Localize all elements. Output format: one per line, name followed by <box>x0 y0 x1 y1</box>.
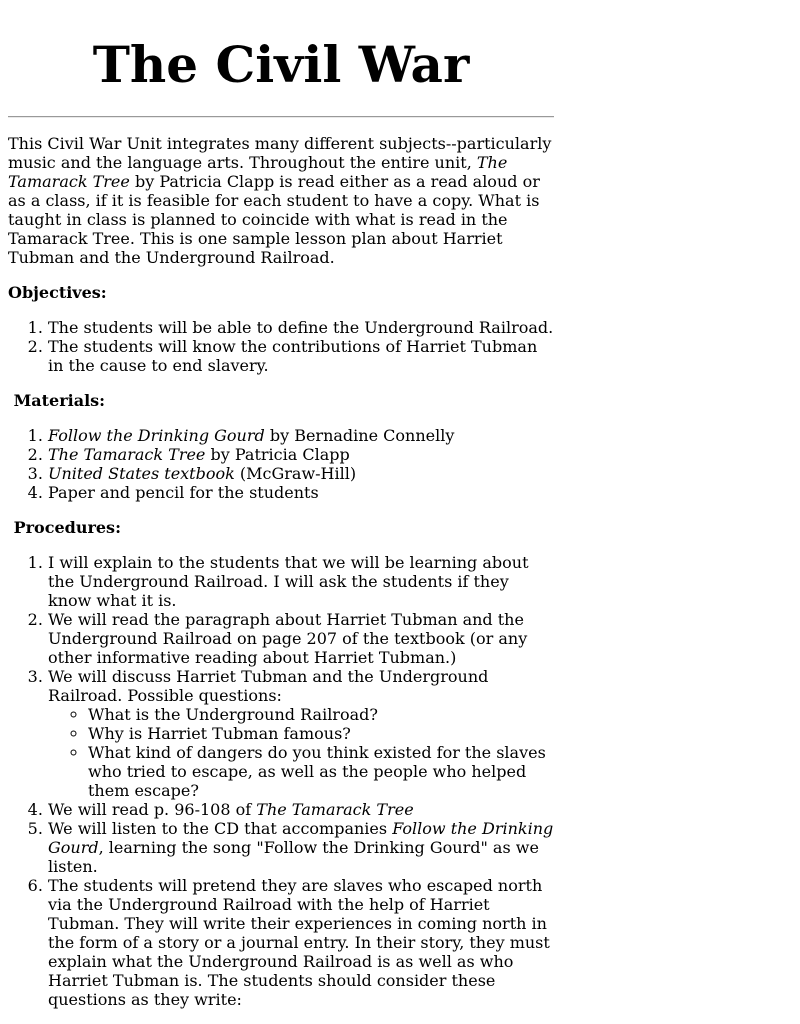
materials-heading: Materials: <box>8 391 106 410</box>
list-item: 3. United States textbook (McGraw-Hill) <box>48 464 554 483</box>
list-item: 1. I will explain to the students that we will be learning about the Underground Railroad. I will ask the students if they know what it is. <box>48 553 554 610</box>
list-item <box>48 667 554 800</box>
page-title: The Civil War <box>92 35 470 94</box>
objectives-list <box>8 318 554 375</box>
list-item: 6. The students will pretend they are slaves who escaped north via the Underground Railroad with the help of Harriet Tubman. They will write their experiences in coming north in the form of a story or a journal entry. In their story, they must explain what the Underground Railroad is as well as who Harriet Tubman is. The students should consider these questions as they write: <box>48 876 554 1009</box>
list-item: ◦ Why is Harriet Tubman famous? <box>88 724 554 743</box>
list-item: 5. We will listen to the CD that accompanies Follow the Drinking Gourd, learning the song "Follow the Drinking Gourd" as we listen. <box>48 819 554 876</box>
list-item: 2. The students will know the contributions of Harriet Tubman in the cause to end slavery. <box>48 337 554 375</box>
procedures-heading: Procedures: <box>8 518 121 537</box>
list-item: 4. Paper and pencil for the students <box>48 483 554 502</box>
objectives-heading: Objectives: <box>8 283 107 302</box>
discussion-questions-list <box>48 705 554 800</box>
list-item: 2. The Tamarack Tree by Patricia Clapp <box>48 445 554 464</box>
title-divider <box>8 116 554 118</box>
list-item: ◦ What kind of dangers do you think existed for the slaves who tried to escape, as well as the people who helped them escape? <box>88 743 554 800</box>
list-item-text: We will discuss Harriet Tubman and the Underground Railroad. Possible questions: <box>48 667 489 705</box>
procedures-list <box>8 553 554 1009</box>
list-item: 2. We will read the paragraph about Harriet Tubman and the Underground Railroad on page 207 of the textbook (or any other informative reading about Harriet Tubman.) <box>48 610 554 667</box>
list-item: 4. We will read p. 96-108 of The Tamarack Tree <box>48 800 554 819</box>
content-column <box>8 36 554 1009</box>
list-item: 1. The students will be able to define the Underground Railroad. <box>48 318 554 337</box>
intro-paragraph: This Civil War Unit integrates many different subjects--particularly music and the language arts. Throughout the entire unit, The Tamarack Tree by Patricia Clapp is read either as a read aloud or as a class, if it is feasible for each student to have a copy. What is taught in class is planned to coincide with what is read in the Tamarack Tree. This is one sample lesson plan about Harriet Tubman and the Underground Railroad. <box>8 134 552 267</box>
list-item: ◦ What is the Underground Railroad? <box>88 705 554 724</box>
list-item: 1. Follow the Drinking Gourd by Bernadine Connelly <box>48 426 554 445</box>
materials-list <box>8 426 554 502</box>
